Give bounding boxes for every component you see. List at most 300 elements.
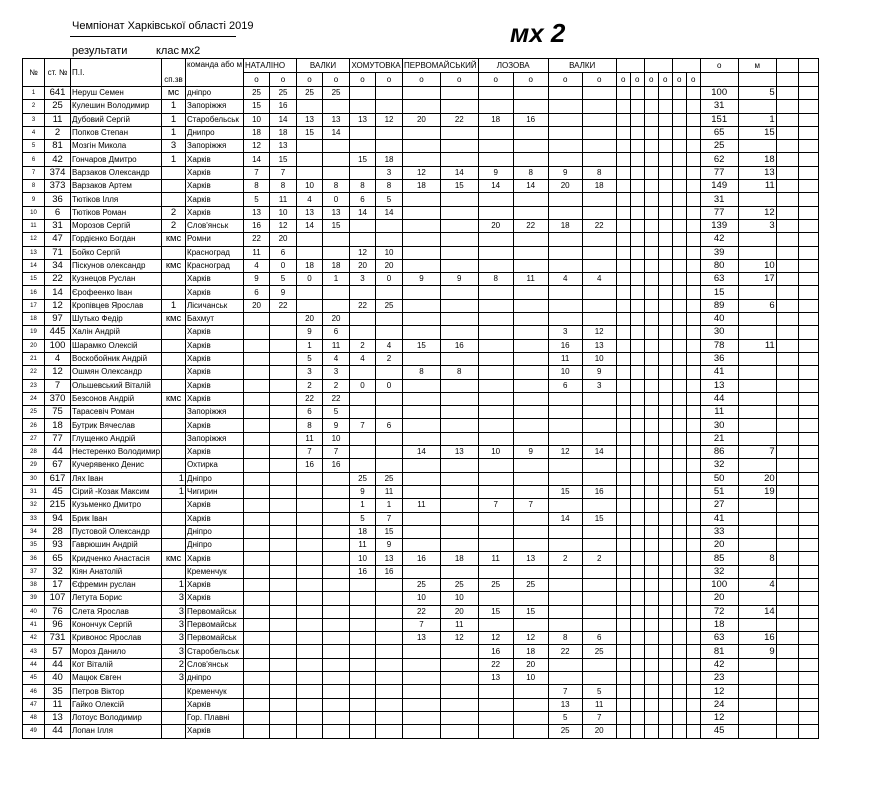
empty-cell [658, 352, 672, 365]
empty-cell [798, 632, 818, 645]
stage-points: 8 [323, 180, 350, 193]
empty-cell [630, 406, 644, 419]
rider-name: Кропівцев Ярослав [71, 299, 162, 312]
row-number: 38 [23, 578, 45, 591]
empty-cell [644, 246, 658, 259]
stage-points: 20 [548, 180, 582, 193]
empty-cell [616, 525, 630, 538]
stage-points [376, 87, 403, 100]
stage-points [297, 166, 323, 179]
stage-points [403, 392, 441, 405]
stage-points: 9 [582, 366, 616, 379]
stage-points [403, 140, 441, 153]
row-number: 27 [23, 432, 45, 445]
empty-cell [672, 525, 686, 538]
stage-points [478, 698, 513, 711]
stage-points [323, 485, 350, 498]
total-points: 81 [700, 645, 738, 658]
sport-rank: 3 [162, 632, 186, 645]
stage-points: 10 [350, 552, 376, 565]
stage-points [513, 299, 548, 312]
empty-cell [644, 632, 658, 645]
empty-cell [616, 126, 630, 139]
stage-points: 13 [297, 113, 323, 126]
stage-points: 11 [244, 246, 270, 259]
empty-cell [798, 459, 818, 472]
stage-points [440, 326, 478, 339]
stage-points [403, 512, 441, 525]
start-number: 13 [45, 711, 71, 724]
row-number: 23 [23, 379, 45, 392]
empty-cell [616, 485, 630, 498]
stage-points [270, 459, 297, 472]
stage-points [403, 725, 441, 738]
stage-points [582, 472, 616, 485]
stage-points [513, 233, 548, 246]
stage-points [244, 472, 270, 485]
empty-cell [658, 126, 672, 139]
stage-points [376, 219, 403, 232]
empty-cell [644, 565, 658, 578]
empty-cell [686, 233, 700, 246]
stage-points [244, 605, 270, 618]
place: 11 [738, 339, 776, 352]
empty-cell [798, 565, 818, 578]
stage-points: 25 [548, 725, 582, 738]
stage-points: 10 [582, 352, 616, 365]
stage-points [270, 326, 297, 339]
empty-cell [630, 618, 644, 631]
stage-points [513, 685, 548, 698]
stage-points: 7 [350, 419, 376, 432]
empty-cell [776, 246, 798, 259]
empty-cell [776, 140, 798, 153]
empty-cell [672, 366, 686, 379]
empty-cell [644, 525, 658, 538]
stage-points [244, 698, 270, 711]
stage-points [376, 725, 403, 738]
stage-points [376, 313, 403, 326]
stage-points [244, 499, 270, 512]
stage-points: 22 [403, 605, 441, 618]
class-heading: мх 2 [510, 18, 566, 48]
stage-points [582, 459, 616, 472]
empty-cell [658, 326, 672, 339]
empty-cell [672, 539, 686, 552]
place: 14 [738, 605, 776, 618]
empty-cell [658, 259, 672, 272]
empty-cell [644, 419, 658, 432]
stage-points [350, 87, 376, 100]
empty-cell [798, 166, 818, 179]
total-points: 72 [700, 605, 738, 618]
rider-name: Ольшевський Віталій [71, 379, 162, 392]
row-number: 9 [23, 193, 45, 206]
sport-rank [162, 193, 186, 206]
stage-points: 2 [582, 552, 616, 565]
stage-points [270, 605, 297, 618]
place: 6 [738, 299, 776, 312]
empty-cell [644, 698, 658, 711]
stage-points: 1 [323, 273, 350, 286]
place: 12 [738, 206, 776, 219]
empty-cell [644, 672, 658, 685]
row-number: 15 [23, 273, 45, 286]
sport-rank: 3 [162, 645, 186, 658]
sport-rank [162, 339, 186, 352]
stage-points [244, 512, 270, 525]
empty-cell [798, 299, 818, 312]
start-number: 34 [45, 259, 71, 272]
stage-points: 9 [478, 166, 513, 179]
sport-rank: 3 [162, 140, 186, 153]
stage-points [513, 512, 548, 525]
stage-points [323, 672, 350, 685]
stage-points [323, 299, 350, 312]
empty-cell [686, 725, 700, 738]
empty-cell [776, 432, 798, 445]
row-number: 17 [23, 299, 45, 312]
start-number: 93 [45, 539, 71, 552]
empty-cell [658, 219, 672, 232]
team: Старобельськ [186, 645, 244, 658]
rider-name: Мозгін Микола [71, 140, 162, 153]
empty-cell [616, 685, 630, 698]
empty-cell [630, 286, 644, 299]
stage-points [548, 592, 582, 605]
place: 18 [738, 153, 776, 166]
header-num: № [23, 59, 45, 87]
stage-points: 12 [478, 632, 513, 645]
stage-points: 6 [376, 419, 403, 432]
empty-cell [658, 313, 672, 326]
stage-points: 14 [297, 219, 323, 232]
table-row [23, 685, 819, 698]
stage-points [244, 672, 270, 685]
empty-cell [672, 432, 686, 445]
stage-points [403, 286, 441, 299]
team: Гор. Плавні [186, 711, 244, 724]
table-row [23, 446, 819, 459]
empty-cell [672, 100, 686, 113]
stage-points [440, 313, 478, 326]
rider-name: Єрофеенко Іван [71, 286, 162, 299]
table-row [23, 180, 819, 193]
empty-cell [658, 392, 672, 405]
empty-cell [658, 539, 672, 552]
empty-cell [776, 113, 798, 126]
stage-points: 25 [582, 645, 616, 658]
empty-cell [616, 392, 630, 405]
stage-points: 16 [350, 565, 376, 578]
sport-rank [162, 685, 186, 698]
team: Дніпро [186, 539, 244, 552]
empty-cell [776, 286, 798, 299]
sport-rank [162, 459, 186, 472]
stage-points [513, 485, 548, 498]
stage-points [270, 392, 297, 405]
rider-name: Лопан Ілля [71, 725, 162, 738]
empty-cell [776, 166, 798, 179]
empty-cell [798, 113, 818, 126]
rider-name: Кот Віталій [71, 658, 162, 671]
empty-cell [686, 87, 700, 100]
stage-points: 13 [323, 113, 350, 126]
stage-points [323, 658, 350, 671]
stage-points [270, 313, 297, 326]
empty-cell [776, 299, 798, 312]
empty-cell [798, 153, 818, 166]
table-row [23, 352, 819, 365]
rider-name: Тютіков Ілля [71, 193, 162, 206]
empty-cell [658, 153, 672, 166]
stage-points [582, 525, 616, 538]
empty-cell [776, 126, 798, 139]
empty-cell [798, 339, 818, 352]
empty-cell [644, 153, 658, 166]
total-points: 39 [700, 246, 738, 259]
empty-cell [658, 140, 672, 153]
stage-points [513, 206, 548, 219]
empty-cell [776, 578, 798, 591]
empty-cell [630, 632, 644, 645]
stage-points [513, 379, 548, 392]
row-number: 13 [23, 246, 45, 259]
stage-points: 25 [244, 87, 270, 100]
row-number: 25 [23, 406, 45, 419]
stage-points: 2 [297, 379, 323, 392]
stage-points: 10 [513, 672, 548, 685]
results-body [23, 87, 819, 739]
empty-cell [644, 512, 658, 525]
stage-points [297, 233, 323, 246]
total-points: 65 [700, 126, 738, 139]
subheader-empty [700, 73, 738, 87]
points-subheader: о [616, 73, 630, 87]
stage-points: 10 [478, 446, 513, 459]
stage-points: 18 [548, 219, 582, 232]
stage-points [350, 711, 376, 724]
team: Харків [186, 166, 244, 179]
empty-cell [616, 578, 630, 591]
stage-points [297, 632, 323, 645]
table-row [23, 233, 819, 246]
stage-points [350, 672, 376, 685]
empty-cell [672, 685, 686, 698]
stage-points [403, 87, 441, 100]
stage-points [270, 379, 297, 392]
stage-points [478, 233, 513, 246]
stage-points [403, 246, 441, 259]
team: Харків [186, 286, 244, 299]
class-value: мх2 [181, 45, 201, 57]
place [738, 685, 776, 698]
stage-points: 11 [582, 698, 616, 711]
stage-points: 3 [350, 273, 376, 286]
subheader-empty [776, 73, 798, 87]
empty-cell [644, 166, 658, 179]
table-row [23, 206, 819, 219]
total-points: 11 [700, 406, 738, 419]
place [738, 246, 776, 259]
stage-points [350, 725, 376, 738]
points-subheader: о [548, 73, 582, 87]
stage-points: 18 [323, 259, 350, 272]
stage-header-empty [672, 59, 700, 73]
stage-points [297, 658, 323, 671]
start-number: 28 [45, 525, 71, 538]
start-number: 57 [45, 645, 71, 658]
row-number: 31 [23, 485, 45, 498]
stage-header: ХОМУТОВКА [350, 59, 403, 73]
empty-cell [616, 339, 630, 352]
empty-cell [672, 339, 686, 352]
stage-points [513, 392, 548, 405]
stage-points: 10 [376, 246, 403, 259]
stage-points [350, 313, 376, 326]
stage-points [478, 299, 513, 312]
empty-cell [672, 113, 686, 126]
stage-points [478, 153, 513, 166]
stage-points [478, 87, 513, 100]
team: Харків [186, 193, 244, 206]
rider-name: Слета Ярослав [71, 605, 162, 618]
stage-points: 8 [513, 166, 548, 179]
stage-points [513, 100, 548, 113]
stage-points [270, 446, 297, 459]
table-row [23, 672, 819, 685]
row-number: 19 [23, 326, 45, 339]
empty-cell [630, 153, 644, 166]
stage-points: 16 [323, 459, 350, 472]
empty-cell [616, 100, 630, 113]
empty-cell [672, 485, 686, 498]
total-points: 31 [700, 100, 738, 113]
stage-points: 20 [376, 259, 403, 272]
stage-points: 15 [297, 126, 323, 139]
stage-points [350, 166, 376, 179]
place [738, 406, 776, 419]
total-points: 30 [700, 326, 738, 339]
empty-cell [686, 180, 700, 193]
start-number: 617 [45, 472, 71, 485]
empty-cell [658, 273, 672, 286]
stage-points [297, 499, 323, 512]
table-row [23, 193, 819, 206]
row-number: 40 [23, 605, 45, 618]
empty-cell [630, 658, 644, 671]
stage-points [513, 725, 548, 738]
stage-points [403, 658, 441, 671]
stage-points [323, 565, 350, 578]
empty-cell [776, 219, 798, 232]
total-points: 32 [700, 459, 738, 472]
table-row [23, 645, 819, 658]
empty-cell [686, 392, 700, 405]
stage-points [350, 326, 376, 339]
start-number: 374 [45, 166, 71, 179]
empty-cell [776, 180, 798, 193]
stage-points [297, 153, 323, 166]
empty-cell [658, 286, 672, 299]
total-points: 20 [700, 592, 738, 605]
empty-cell [616, 379, 630, 392]
stage-points [297, 525, 323, 538]
stage-points [582, 672, 616, 685]
total-points: 151 [700, 113, 738, 126]
stage-points [440, 698, 478, 711]
points-subheader: о [478, 73, 513, 87]
stage-points [440, 259, 478, 272]
stage-points: 2 [350, 339, 376, 352]
stage-points [548, 672, 582, 685]
stage-points [350, 592, 376, 605]
start-number: 44 [45, 658, 71, 671]
stage-points: 6 [323, 326, 350, 339]
team: Первомайськ [186, 618, 244, 631]
row-number: 37 [23, 565, 45, 578]
empty-cell [686, 339, 700, 352]
rider-name: Варзаков Артем [71, 180, 162, 193]
start-number: 370 [45, 392, 71, 405]
empty-cell [616, 472, 630, 485]
stage-points: 11 [478, 552, 513, 565]
place [738, 539, 776, 552]
stage-points: 20 [440, 605, 478, 618]
total-points: 149 [700, 180, 738, 193]
table-row [23, 87, 819, 100]
empty-cell [672, 219, 686, 232]
row-number: 36 [23, 552, 45, 565]
empty-cell [776, 552, 798, 565]
stage-points [548, 206, 582, 219]
empty-cell [798, 286, 818, 299]
table-row [23, 246, 819, 259]
rider-name: Кузнецов Руслан [71, 273, 162, 286]
empty-cell [630, 180, 644, 193]
row-number: 8 [23, 180, 45, 193]
stage-points: 13 [513, 552, 548, 565]
stage-points: 4 [350, 352, 376, 365]
stage-points [513, 246, 548, 259]
empty-cell [658, 299, 672, 312]
stage-points [244, 525, 270, 538]
stage-points [582, 392, 616, 405]
stage-header: ВАЛКИ [297, 59, 350, 73]
stage-points [513, 193, 548, 206]
empty-cell [644, 273, 658, 286]
stage-points: 16 [478, 645, 513, 658]
rider-name: Гайко Олексій [71, 698, 162, 711]
stage-points [403, 698, 441, 711]
empty-cell [798, 126, 818, 139]
stage-points: 13 [582, 339, 616, 352]
empty-cell [672, 273, 686, 286]
empty-cell [644, 366, 658, 379]
total-points: 63 [700, 632, 738, 645]
team: Первомайськ [186, 605, 244, 618]
stage-points [582, 499, 616, 512]
stage-points [403, 299, 441, 312]
stage-points: 15 [270, 153, 297, 166]
total-points: 62 [700, 153, 738, 166]
stage-points: 13 [376, 552, 403, 565]
stage-points: 8 [403, 366, 441, 379]
empty-cell [630, 512, 644, 525]
stage-points [582, 539, 616, 552]
empty-cell [658, 113, 672, 126]
stage-points [548, 618, 582, 631]
